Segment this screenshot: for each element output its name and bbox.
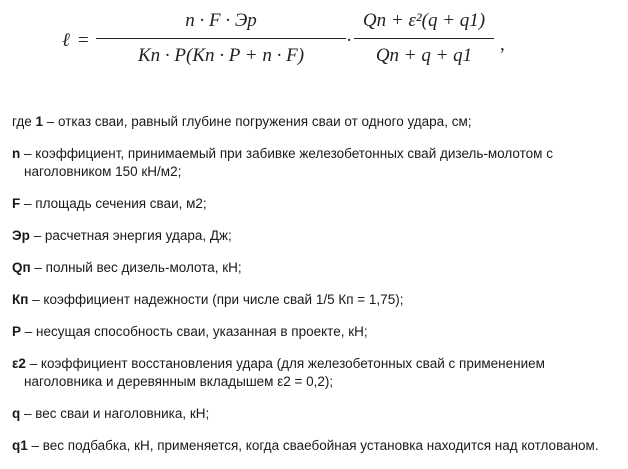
definition-text: – полный вес дизель-молота, кН; [30,260,242,275]
definition-text: – коэффициент восстановления удара (для железобетонных свай с применением наголовника и деревянным вкладышем ε2 = 0,2); [24,356,545,389]
definition-text: – расчетная энергия удара, Дж; [29,228,232,243]
fraction-2-numerator: Qn + ε²(q + q1) [362,10,486,31]
definition-symbol: P [12,324,22,339]
formula-equals: = [78,30,89,51]
definition-intro [12,113,618,131]
fraction-1-numerator: n · F · Эp [185,10,257,31]
definition-symbol: n [12,146,21,161]
fraction-1-bar [96,38,346,39]
formula-lhs: ℓ [62,30,70,51]
fraction-2 [354,10,494,67]
formula-comma: , [500,34,505,55]
definition-text: – площадь сечения сваи, м2; [20,196,207,211]
formula-multiply: · [346,30,353,51]
definition-text: – коэффициент надежности (при числе свай 1/5 Кп = 1,75); [28,292,404,307]
definition-symbol: q [12,406,21,421]
definition-symbol: ε2 [12,356,26,371]
definition-item [12,405,618,423]
definition-item [12,145,618,181]
fraction-1 [96,10,346,67]
definition-symbol: Qп [12,260,31,275]
fraction-2-denominator: Qn + q + q1 [375,45,473,66]
definition-symbol: Эр [12,228,30,243]
definition-item [12,227,618,245]
fraction-1-denominator: Kn · P(Kn · P + n · F) [137,45,305,66]
definition-item [12,355,618,391]
intro-prefix: где [12,114,36,129]
definition-text: – коэффициент, принимаемый при забивке железобетонных свай дизель-молотом с наголовником 150 кН/м2; [20,146,553,179]
definition-item [12,437,618,455]
intro-text: – отказ сваи, равный глубине погружения сваи от одного удара, см; [42,114,472,129]
fraction-2-bar [354,38,494,39]
definition-text: – вес сваи и наголовника, кН; [20,406,210,421]
definitions-list [12,113,618,469]
definition-text: – несущая способность сваи, указанная в проекте, кН; [21,324,368,339]
definition-item [12,291,618,309]
definition-symbol: q1 [12,438,28,453]
definition-text: – вес подбабка, кН, применяется, когда сваебойная установка находится над котлованом. [27,438,599,453]
definition-symbol: Кп [12,292,29,307]
definition-item [12,195,618,213]
intro-symbol: 1 [35,114,43,129]
definition-item [12,323,618,341]
definition-symbol: F [12,196,21,211]
definition-item [12,259,618,277]
